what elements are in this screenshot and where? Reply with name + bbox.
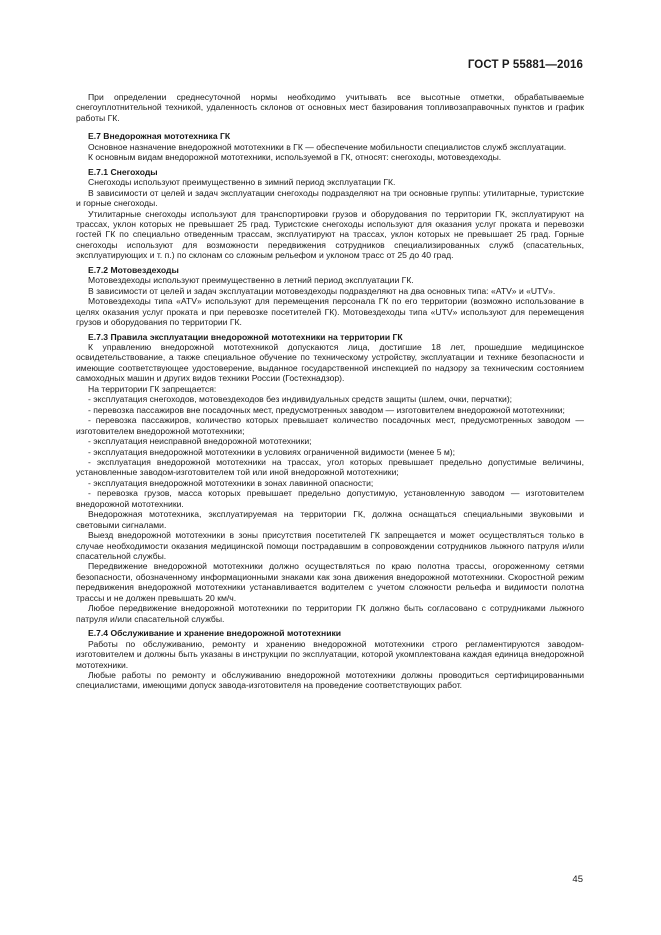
body-paragraph: Любые работы по ремонту и обслуживанию внедорожной мототехники должны проводиться сертифицированными специалистами, имеющими допуск завода-изготовителя на проведение соответствующих работ. xyxy=(76,670,584,691)
body-paragraph: Работы по обслуживанию, ремонту и хранению внедорожной мототехники строго регламентируются заводом-изготовителем и должны быть указаны в инструкции по эксплуатации, которой укомплектована каждая единица внедорожной мототехники. xyxy=(76,638,584,670)
body-paragraph: К управлению внедорожной мототехникой допускаются лица, достигшие 18 лет, прошедшие медицинское освидетельствование, а также специальное обучение по техническому устройству, эксплуатации и технике безопасности и имеющие соответствующее удостоверение, выданное государственной инспекцией по надзору за техническим состоянием самоходных машин и других видов техники России (Гостехнадзор). xyxy=(76,341,584,384)
body-paragraph: Мотовездеходы используют преимущественно в летний период эксплуатации ГК. xyxy=(88,275,414,286)
body-paragraph: К основным видам внедорожной мототехники, используемой в ГК, относят: снегоходы, мотовездеходы. xyxy=(88,152,502,163)
body-paragraph: - эксплуатация снегоходов, мотовездеходов без индивидуальных средств защиты (шлем, очки, перчатки); xyxy=(88,394,513,405)
section-heading: Е.7 Внедорожная мототехника ГК xyxy=(88,131,231,142)
body-paragraph: - эксплуатация внедорожной мототехники на трассах, угол которых превышает предельно допустимые величины, установленные заводом-изготовителем той или иной внедорожной мототехники; xyxy=(76,456,584,478)
body-paragraph: Основное назначение внедорожной мототехники в ГК — обеспечение мобильности специалистов служб эксплуатации. xyxy=(88,141,567,152)
document-body xyxy=(76,92,584,691)
body-paragraph: При определении среднесуточной нормы необходимо учитывать все высотные отметки, обрабатываемые снегоуплотнительной техникой, удаленность склонов от основных мест базирования топливозаправочных пунктов и график работы ГК. xyxy=(76,92,584,123)
body-paragraph: - перевозка пассажиров вне посадочных мест, предусмотренных заводом — изготовителем внедорожной мототехники; xyxy=(88,404,565,415)
body-paragraph: Передвижение внедорожной мототехники должно осуществляться по краю полотна трассы, огороженному сетями безопасности, обозначенному информационными знаками как зона движения внедорожной мототехники. Скоростной режим передвижения внедорожной мототехники устанавливается водителем с учетом сложности рельефа и видимости полотна трассы и не должен превышать 20 км/ч. xyxy=(76,561,584,603)
section-heading: Е.7.3 Правила эксплуатации внедорожной мототехники на территории ГК xyxy=(88,331,403,342)
body-paragraph: Любое передвижение внедорожной мототехники по территории ГК должно быть согласовано с сотрудниками лыжного патруля и/или спасательной службы. xyxy=(76,603,584,624)
body-paragraph: - перевозка пассажиров, количество которых превышает количество посадочных мест, предусмотренных заводом — изготовителем внедорожной мототехники; xyxy=(76,415,584,436)
standard-designation: ГОСТ Р 55881—2016 xyxy=(467,59,583,71)
body-paragraph: В зависимости от целей и задач эксплуатации мотовездеходы подразделяют на два основных типа: «ATV» и «UTV». xyxy=(88,285,556,296)
section-heading: Е.7.1 Снегоходы xyxy=(88,166,158,177)
body-paragraph: - эксплуатация внедорожной мототехники в зонах лавинной опасности; xyxy=(88,477,374,488)
body-paragraph: - перевозка грузов, масса которых превышает предельно допустимую, установленную заводом — изготовителем внедорожной мототехники. xyxy=(76,488,584,509)
section-heading: Е.7.2 Мотовездеходы xyxy=(88,264,179,275)
body-paragraph: - эксплуатация неисправной внедорожной мототехники; xyxy=(88,436,312,447)
page-number: 45 xyxy=(572,874,583,885)
body-paragraph: На территории ГК запрещается: xyxy=(88,383,217,394)
body-paragraph: Снегоходы используют преимущественно в зимний период эксплуатации ГК. xyxy=(88,177,396,188)
body-paragraph: Выезд внедорожной мототехники в зоны присутствия посетителей ГК запрещается и может осуществляться только в случае необходимости оказания медицинской помощи пострадавшим в сопровождении сотрудников лыжного патруля и/или спасательной службы. xyxy=(76,530,584,562)
section-heading: Е.7.4 Обслуживание и хранение внедорожной мототехники xyxy=(88,628,342,639)
body-paragraph: Мотовездеходы типа «ATV» используют для перемещения персонала ГК по его территории (возможно использование в целях оказания услуг проката и при перевозке посетителей ГК). Мотовездеходы типа «UTV» используют для перемещения грузов и оборудования по территории ГК. xyxy=(76,296,584,328)
body-paragraph: - эксплуатация внедорожной мототехники в условиях ограниченной видимости (менее 5 м); xyxy=(88,446,456,457)
body-paragraph: Внедорожная мототехника, эксплуатируемая на территории ГК, должна оснащаться специальными звуковыми и световыми сигналами. xyxy=(76,509,584,530)
body-paragraph: Утилитарные снегоходы используют для транспортировки грузов и оборудования по территории ГК, эксплуатируют на трассах, уклон которых не превышает 25 град. Туристские снегоходы используют для оказания услуг проката и перевозки гостей ГК по специально отведенным трассам, эксплуатируют на трассах, уклон которых не превышает 25 град. Горные снегоходы используют для возможности передвижения сотрудников специализированных служб (спасательных, эксплуатирующих и т. п.) по склонам со сложным рельефом и уклоном трасс от 25 до 40 град. xyxy=(76,208,584,261)
body-paragraph: В зависимости от целей и задач эксплуатации снегоходы подразделяют на три основные группы: утилитарные, туристские и горные снегоходы. xyxy=(76,187,584,209)
